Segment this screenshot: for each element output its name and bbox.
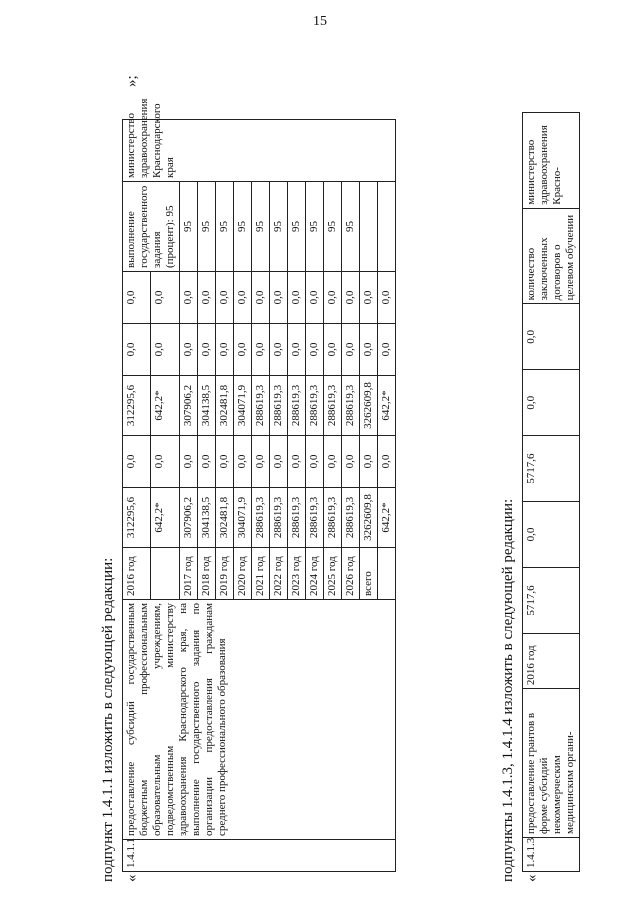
- regional-cell: 642,2*: [151, 376, 179, 436]
- target-value-cell: 95: [323, 182, 341, 272]
- total-cell: 307906,2: [179, 488, 197, 548]
- target-value-cell: 95: [251, 182, 269, 272]
- total-cell: 288619,3: [341, 488, 359, 548]
- indicator-cell: количество заключенных договоров о целевом обучении: [523, 208, 580, 304]
- federal-cell: 0,0: [215, 436, 233, 488]
- executor-cell: министерство здравоохранения Красно-: [523, 113, 580, 209]
- municipal-cell: 0,0: [287, 324, 305, 376]
- year-cell: [377, 548, 395, 600]
- year-cell: 2016 год: [523, 633, 580, 688]
- year-cell: 2023 год: [287, 548, 305, 600]
- section2-intro: подпункты 1.4.1.3, 1.4.1.4 изложить в следующей редакции:: [500, 498, 516, 882]
- regional-cell: 307906,2: [179, 376, 197, 436]
- total-cell: 3262609,8: [359, 488, 377, 548]
- section1-quote-close: »;: [124, 75, 140, 87]
- other-cell: 0,0: [233, 272, 251, 324]
- other-cell: 0,0: [269, 272, 287, 324]
- other-cell: 0,0: [305, 272, 323, 324]
- regional-cell: 288619,3: [251, 376, 269, 436]
- regional-cell: 304138,5: [197, 376, 215, 436]
- year-cell: всего: [359, 548, 377, 600]
- item-description-cell: предоставление субсидий государственным бюджетным профессиональным образовательным учреждениям, подведомственным министерству здравоохранения Краснодарского края, на выполнение государственного задания по организации предоставления гражданам среднего профессионального образования: [123, 600, 396, 840]
- table-row: [523, 113, 580, 872]
- total-cell: 312295,6: [123, 488, 151, 548]
- indicator-cell: выполнение государственного задания (процент): 95: [123, 182, 180, 272]
- other-cell: 0,0: [287, 272, 305, 324]
- other-cell: 0,0: [251, 272, 269, 324]
- municipal-cell: 0,0: [341, 324, 359, 376]
- regional-cell: 642,2*: [377, 376, 395, 436]
- other-cell: 0,0: [523, 304, 580, 370]
- target-value-cell: 95: [269, 182, 287, 272]
- federal-cell: 0,0: [197, 436, 215, 488]
- target-value-cell: 95: [179, 182, 197, 272]
- federal-cell: 0,0: [179, 436, 197, 488]
- federal-cell: 0,0: [523, 502, 580, 568]
- target-value-cell: 95: [233, 182, 251, 272]
- federal-cell: 0,0: [341, 436, 359, 488]
- target-value-cell: [377, 182, 395, 272]
- regional-cell: 3262609,8: [359, 376, 377, 436]
- year-cell: 2026 год: [341, 548, 359, 600]
- year-cell: 2016 год: [123, 548, 151, 600]
- other-cell: 0,0: [179, 272, 197, 324]
- section2-table: [522, 112, 580, 872]
- other-cell: 0,0: [323, 272, 341, 324]
- section1-table: [122, 98, 396, 872]
- total-cell: 288619,3: [323, 488, 341, 548]
- year-cell: 2020 год: [233, 548, 251, 600]
- federal-cell: 0,0: [323, 436, 341, 488]
- regional-cell: 288619,3: [341, 376, 359, 436]
- regional-cell: 312295,6: [123, 376, 151, 436]
- total-cell: 304071,9: [233, 488, 251, 548]
- other-cell: 0,0: [151, 272, 179, 324]
- regional-cell: 288619,3: [323, 376, 341, 436]
- other-cell: 0,0: [215, 272, 233, 324]
- total-cell: 642,2*: [377, 488, 395, 548]
- target-value-cell: 95: [305, 182, 323, 272]
- municipal-cell: 0,0: [359, 324, 377, 376]
- year-cell: 2024 год: [305, 548, 323, 600]
- regional-cell: 288619,3: [287, 376, 305, 436]
- other-cell: 0,0: [197, 272, 215, 324]
- federal-cell: 0,0: [251, 436, 269, 488]
- municipal-cell: 0,0: [179, 324, 197, 376]
- item-number-cell: 1.4.1.1: [123, 840, 396, 872]
- section2-quote-open: «: [524, 874, 540, 882]
- target-value-cell: 95: [287, 182, 305, 272]
- year-cell: 2021 год: [251, 548, 269, 600]
- municipal-cell: 0,0: [323, 324, 341, 376]
- other-cell: 0,0: [359, 272, 377, 324]
- table-row: [123, 120, 151, 872]
- regional-cell: 288619,3: [305, 376, 323, 436]
- section1-table-body: [123, 98, 396, 872]
- total-cell: 5717,6: [523, 568, 580, 634]
- executor-cell: министерство здравоохранения Краснодарского края: [123, 120, 396, 182]
- target-value-cell: 95: [215, 182, 233, 272]
- total-cell: 304138,5: [197, 488, 215, 548]
- other-cell: 0,0: [341, 272, 359, 324]
- year-cell: 2022 год: [269, 548, 287, 600]
- regional-cell: 304071,9: [233, 376, 251, 436]
- section1-quote-open: «: [124, 874, 140, 882]
- year-cell: 2025 год: [323, 548, 341, 600]
- municipal-cell: 0,0: [123, 324, 151, 376]
- total-cell: 302481,8: [215, 488, 233, 548]
- regional-cell: 302481,8: [215, 376, 233, 436]
- other-cell: 0,0: [377, 272, 395, 324]
- target-value-cell: [359, 182, 377, 272]
- total-cell: 288619,3: [287, 488, 305, 548]
- municipal-cell: 0,0: [151, 324, 179, 376]
- year-cell: [151, 548, 179, 600]
- federal-cell: 0,0: [233, 436, 251, 488]
- municipal-cell: 0,0: [251, 324, 269, 376]
- page-number: 15: [313, 14, 327, 29]
- year-cell: 2018 год: [197, 548, 215, 600]
- year-cell: 2017 год: [179, 548, 197, 600]
- municipal-cell: 0,0: [215, 324, 233, 376]
- municipal-cell: 0,0: [377, 324, 395, 376]
- federal-cell: 0,0: [123, 436, 151, 488]
- target-value-cell: 95: [341, 182, 359, 272]
- municipal-cell: 0,0: [305, 324, 323, 376]
- item-description-cell: предоставление грантов в форме субсидий некоммерческим медицинским органи-: [523, 689, 580, 838]
- federal-cell: 0,0: [377, 436, 395, 488]
- total-cell: 288619,3: [305, 488, 323, 548]
- year-cell: 2019 год: [215, 548, 233, 600]
- federal-cell: 0,0: [269, 436, 287, 488]
- total-cell: 642,2*: [151, 488, 179, 548]
- municipal-cell: 0,0: [523, 370, 580, 436]
- item-number-cell: 1.4.1.3: [523, 837, 580, 871]
- rotated-sheet: [100, 22, 620, 882]
- federal-cell: 0,0: [151, 436, 179, 488]
- municipal-cell: 0,0: [269, 324, 287, 376]
- regional-cell: 288619,3: [269, 376, 287, 436]
- federal-cell: 0,0: [287, 436, 305, 488]
- municipal-cell: 0,0: [197, 324, 215, 376]
- federal-cell: 0,0: [305, 436, 323, 488]
- total-cell: 288619,3: [269, 488, 287, 548]
- other-cell: 0,0: [123, 272, 151, 324]
- regional-cell: 5717,6: [523, 436, 580, 502]
- federal-cell: 0,0: [359, 436, 377, 488]
- municipal-cell: 0,0: [233, 324, 251, 376]
- total-cell: 288619,3: [251, 488, 269, 548]
- section1-intro: подпункт 1.4.1.1 изложить в следующей редакции:: [100, 557, 116, 882]
- target-value-cell: 95: [197, 182, 215, 272]
